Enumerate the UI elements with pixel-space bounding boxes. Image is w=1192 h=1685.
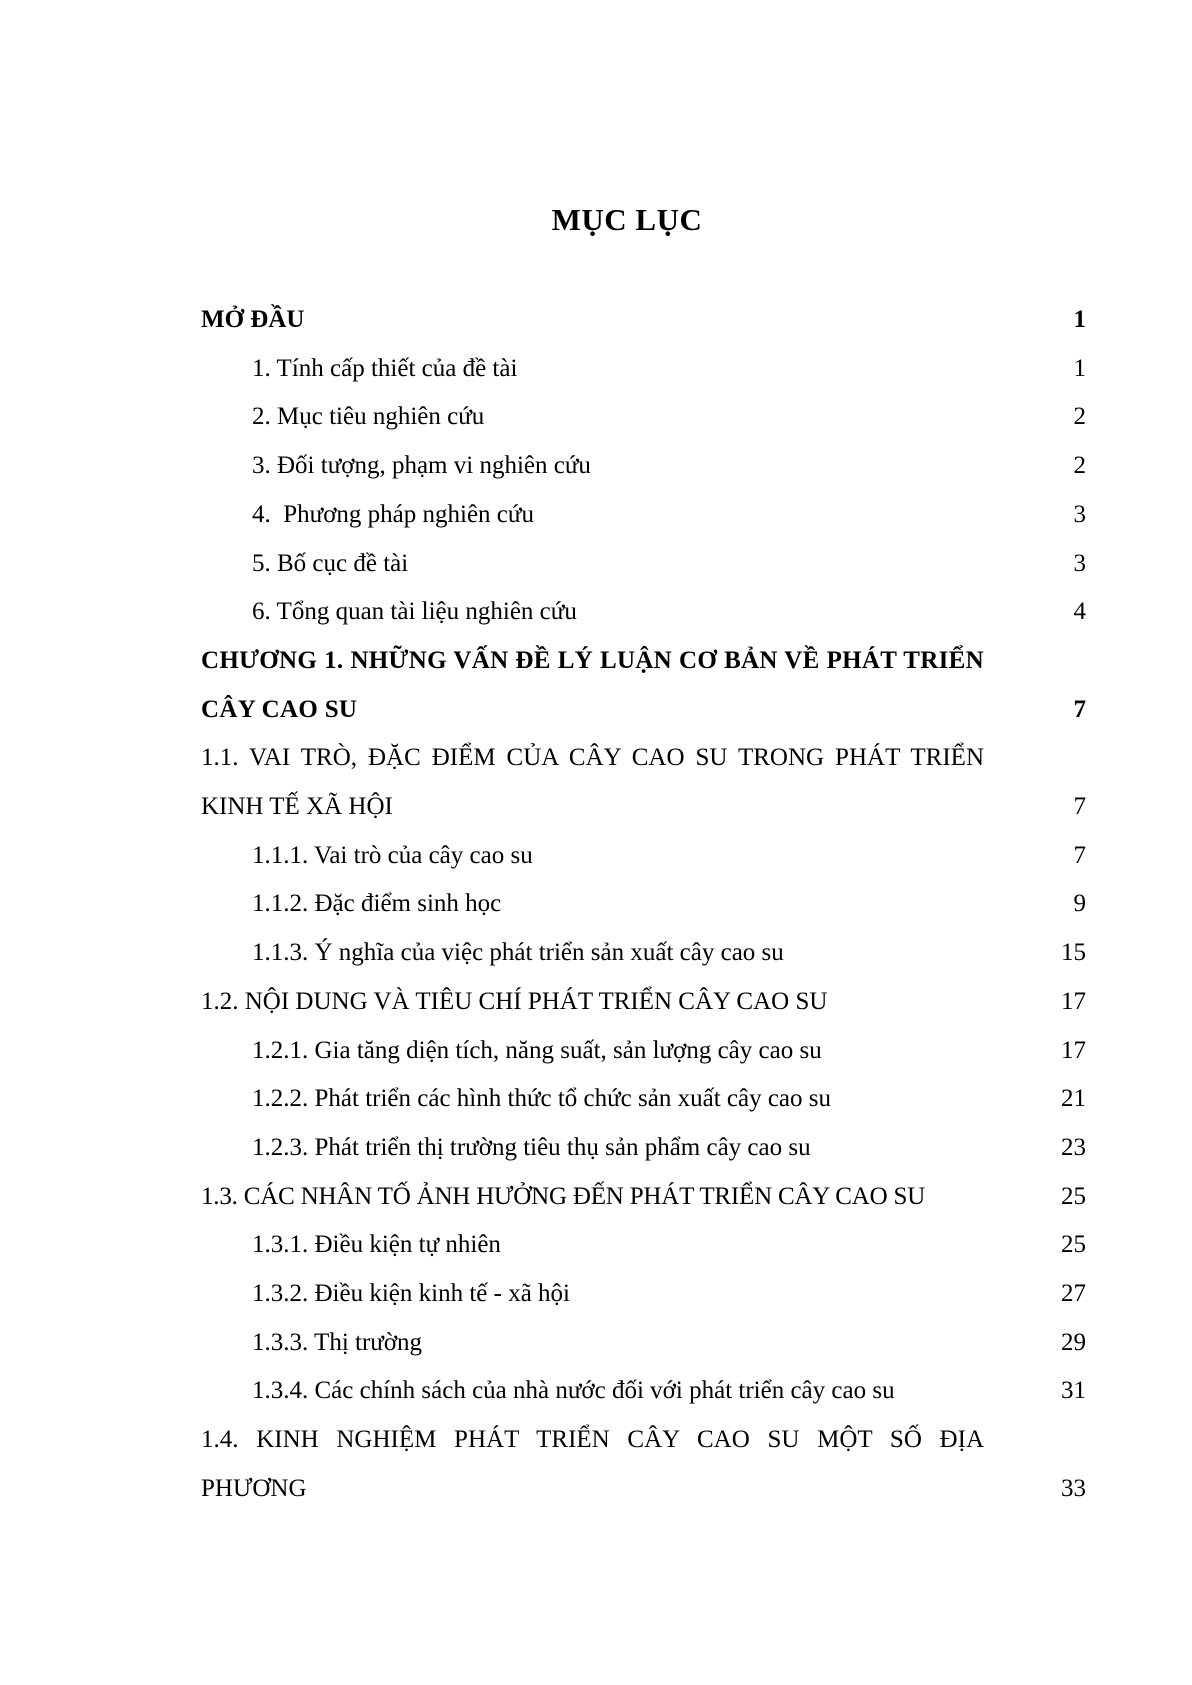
toc-entry-text: 5. Bố cục đề tài bbox=[252, 549, 409, 577]
toc-entry-text: 1.1.2. Đặc điểm sinh học bbox=[252, 890, 502, 918]
toc-entry-page: 7 bbox=[1073, 841, 1086, 869]
toc-entry-page: 25 bbox=[1061, 1231, 1086, 1259]
toc-entry-1-2 bbox=[201, 978, 1086, 1027]
toc-entry-1-2-3 bbox=[201, 1124, 1086, 1173]
toc-entry-3 bbox=[201, 442, 1086, 491]
toc-entry-page: 31 bbox=[1061, 1377, 1086, 1405]
toc-entry-text: 1. Tính cấp thiết của đề tài bbox=[252, 354, 518, 382]
toc-entry-page: 21 bbox=[1061, 1085, 1086, 1113]
toc-entry-page: 33 bbox=[1061, 1474, 1086, 1502]
toc-entry-text: 1.4. KINH NGHIỆM PHÁT TRIỂN CÂY CAO SU MỘT SỐ ĐỊA PHƯƠNG bbox=[201, 1426, 984, 1502]
toc-entry-text: 4. Phương pháp nghiên cứu bbox=[252, 500, 534, 528]
toc-entry-page: 7 bbox=[1073, 793, 1086, 821]
toc-entry-1-1 bbox=[201, 734, 1086, 831]
toc-entry-1-2-2 bbox=[201, 1075, 1086, 1124]
toc-entry-1-3-2 bbox=[201, 1270, 1086, 1319]
toc-entry-text: 1.3.1. Điều kiện tự nhiên bbox=[252, 1231, 501, 1259]
toc-entry-1-2-1 bbox=[201, 1027, 1086, 1076]
toc-entry-1 bbox=[201, 345, 1086, 394]
toc-entry-text: 1.1.3. Ý nghĩa của việc phát triển sản xuất cây cao su bbox=[252, 939, 784, 967]
toc-entry-page: 1 bbox=[1073, 306, 1086, 333]
toc-entry-page: 9 bbox=[1073, 890, 1086, 918]
toc-entry-text: 1.3.4. Các chính sách của nhà nước đối với phát triển cây cao su bbox=[252, 1377, 895, 1405]
toc-entry-1-1-2 bbox=[201, 880, 1086, 929]
toc-entry-page: 3 bbox=[1073, 500, 1086, 528]
toc-entry-page: 29 bbox=[1061, 1328, 1086, 1356]
toc-entry-page: 2 bbox=[1073, 452, 1086, 480]
page-title: MỤC LỤC bbox=[551, 202, 703, 237]
toc-entry-mo-dau bbox=[201, 296, 1086, 345]
toc-entry-text: 1.3. CÁC NHÂN TỐ ẢNH HƯỞNG ĐẾN PHÁT TRIỂN CÂY CAO SU bbox=[201, 1182, 926, 1210]
table-of-contents bbox=[201, 296, 1086, 1514]
toc-entry-text: 1.2. NỘI DUNG VÀ TIÊU CHÍ PHÁT TRIỂN CÂY CAO SU bbox=[201, 987, 828, 1015]
toc-entry-text: 6. Tổng quan tài liệu nghiên cứu bbox=[252, 598, 577, 626]
toc-entry-text: 2. Mục tiêu nghiên cứu bbox=[252, 403, 485, 431]
toc-entry-text: 1.2.1. Gia tăng diện tích, năng suất, sản lượng cây cao su bbox=[252, 1036, 822, 1064]
toc-entry-text: 3. Đối tượng, phạm vi nghiên cứu bbox=[252, 452, 591, 480]
toc-entry-5 bbox=[201, 540, 1086, 589]
toc-entry-4 bbox=[201, 491, 1086, 540]
toc-entry-page: 1 bbox=[1073, 354, 1086, 382]
toc-entry-1-3-1 bbox=[201, 1221, 1086, 1270]
toc-entry-1-3 bbox=[201, 1173, 1086, 1222]
toc-entry-text: 1.3.2. Điều kiện kinh tế - xã hội bbox=[252, 1280, 570, 1308]
toc-entry-page: 15 bbox=[1061, 939, 1086, 967]
toc-entry-text: MỞ ĐẦU bbox=[201, 306, 305, 333]
toc-entry-1-4 bbox=[201, 1416, 1086, 1513]
toc-entry-1-3-3 bbox=[201, 1319, 1086, 1368]
toc-entry-page: 27 bbox=[1061, 1280, 1086, 1308]
toc-entry-text: 1.2.3. Phát triển thị trường tiêu thụ sản phẩm cây cao su bbox=[252, 1133, 811, 1161]
toc-entry-1-3-4 bbox=[201, 1367, 1086, 1416]
toc-entry-page: 25 bbox=[1061, 1182, 1086, 1210]
toc-entry-page: 17 bbox=[1061, 987, 1086, 1015]
toc-entry-text: 1.3.3. Thị trường bbox=[252, 1328, 423, 1356]
toc-entry-text: 1.1.1. Vai trò của cây cao su bbox=[252, 841, 533, 869]
toc-entry-text: CHƯƠNG 1. NHỮNG VẤN ĐỀ LÝ LUẬN CƠ BẢN VỀ PHÁT TRIỂN CÂY CAO SU bbox=[201, 646, 984, 723]
toc-entry-page: 23 bbox=[1061, 1133, 1086, 1161]
toc-entry-page: 4 bbox=[1073, 598, 1086, 626]
toc-entry-chapter-1 bbox=[201, 637, 1086, 734]
toc-entry-page: 3 bbox=[1073, 549, 1086, 577]
toc-entry-page: 17 bbox=[1061, 1036, 1086, 1064]
toc-entry-1-1-3 bbox=[201, 929, 1086, 978]
toc-entry-text: 1.1. VAI TRÒ, ĐẶC ĐIỂM CỦA CÂY CAO SU TRONG PHÁT TRIỂN KINH TẾ XÃ HỘI bbox=[201, 744, 984, 821]
toc-entry-page: 2 bbox=[1073, 403, 1086, 431]
toc-entry-text: 1.2.2. Phát triển các hình thức tổ chức sản xuất cây cao su bbox=[252, 1085, 832, 1113]
toc-entry-1-1-1 bbox=[201, 832, 1086, 881]
toc-entry-2 bbox=[201, 393, 1086, 442]
toc-entry-6 bbox=[201, 588, 1086, 637]
toc-entry-page: 7 bbox=[1073, 695, 1086, 723]
